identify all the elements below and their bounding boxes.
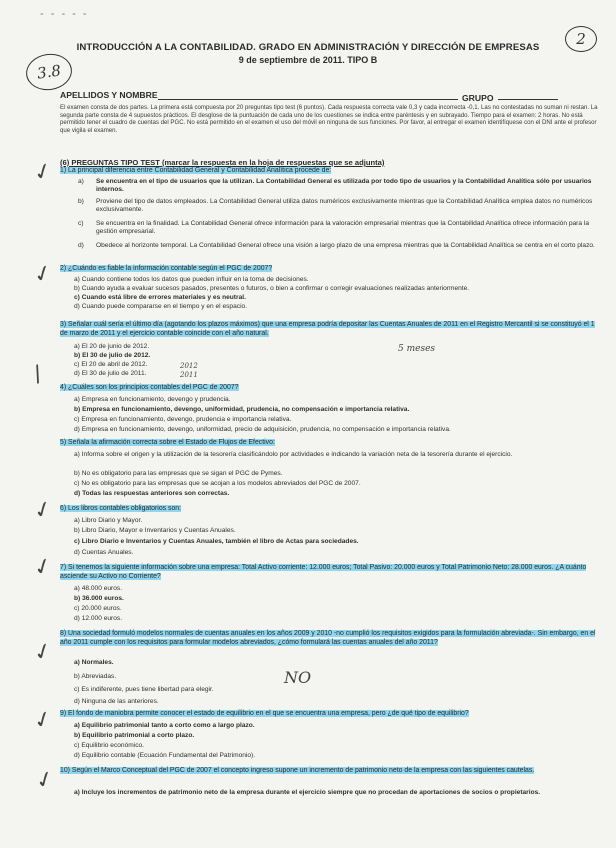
question-5-text: 5) Señala la afirmación correcta sobre el Estado de Flujos de Efectivo: [60, 439, 275, 446]
check-mark-icon: ✓ [30, 157, 57, 188]
question-4-text: 4) ¿Cuáles son los principios contables del PGC de 2007? [60, 384, 239, 391]
q9-option-c: c) Equilibrio económico. [74, 742, 145, 749]
q2-option-c: c) Cuando está libre de errores materiales y es neutral. [74, 294, 246, 301]
exam-instructions: El examen consta de dos partes. La primera está compuesta por 20 preguntas tipo test (6 puntos). Cada respuesta correcta vale 0,3 y cada incorrecta -0,1. Las no contestadas no suman ni restan. La segunda parte consta de 4 supuestos prácticos. El desglose de la puntuación de cada uno de los cuestiones se indica entre paréntesis y en subrayado. Tiempo para el examen: 2 horas. No está permitido tener el cuadro de cuentas del PGC. No está permitido en el examen el uso del móvil en ninguna de sus funciones. Por favor, al entregar el examen identifíquese con el DNI ante el profesor que vigila el examen. [60, 104, 598, 135]
q1-option-d: Obedece al horizonte temporal. La Contabilidad General ofrece una visión a largo plazo de una empresa mientras que la Contabilidad Analítica se centra en el corto plazo. [96, 242, 595, 249]
page-number-circle: 2 [565, 26, 597, 52]
group-label: GRUPO [462, 93, 494, 103]
q8-option-b: b) Abreviadas. [74, 673, 117, 680]
q3-option-c: c) El 20 de abril de 2012. [74, 361, 148, 368]
name-line[interactable] [158, 99, 458, 100]
q3-c-handwritten: 2012 [180, 362, 198, 370]
group-line[interactable] [498, 99, 558, 100]
q3-option-b: b) El 30 de julio de 2012. [74, 352, 151, 359]
name-label: APELLIDOS Y NOMBRE [60, 90, 158, 100]
exam-title: INTRODUCCIÓN A LA CONTABILIDAD. GRADO EN ADMINISTRACIÓN Y DIRECCIÓN DE EMPRESAS [76, 42, 540, 53]
question-10-text: 10) Según el Marco Conceptual del PGC de 2007 el concepto ingreso supone un incremento de patrimonio neto de la empresa con las siguientes cautelas. [60, 767, 535, 774]
q8-handwritten-no: NO [284, 668, 312, 687]
q7-option-d: d) 12.000 euros. [74, 615, 123, 622]
q4-option-a: a) Empresa en funcionamiento, devengo y prudencia. [74, 396, 231, 403]
question-3 [60, 321, 600, 338]
q5-option-c: c) No es obligatorio para las empresas que se acojan a los modelos abreviados del PGC de 2007. [74, 480, 361, 487]
top-mark: - - - - - [40, 8, 89, 20]
q7-option-a: a) 48.000 euros. [74, 585, 123, 592]
q2-option-a: a) Cuando contiene todos los datos que pueden influir en la toma de decisiones. [74, 276, 309, 283]
question-8 [60, 630, 600, 647]
q3-d-handwritten: 2011 [180, 371, 198, 379]
section-heading: (6) PREGUNTAS TIPO TEST (marcar la respuesta en la hoja de respuestas que se adjunta) [60, 158, 385, 167]
q4-option-c: c) Empresa en funcionamiento, devengo, prudencia e importancia relativa. [74, 416, 292, 423]
q1-option-c: Se encuentra en la finalidad. La Contabilidad General ofrece información para la valoración empresarial mientras que la Contabilidad Analítica ofrece información para la gestión empresarial. [96, 220, 589, 236]
q6-option-a: a) Libro Diario y Mayor. [74, 517, 143, 524]
question-9-text: 9) El fondo de maniobra permite conocer el estado de equilibrio en el que se encuentra una empresa, pero ¿de qué tipo de equilibrio? [60, 710, 469, 717]
q5-option-a: a) Informa sobre el origen y la utilización de la tesorería clasificándolo por actividades e indicando la variación neta de la tesorería durante el ejercicio. [74, 451, 513, 458]
handwritten-grade: 3.8 [24, 51, 75, 93]
q5-option-d: d) Todas las respuestas anteriores son correctas. [74, 490, 230, 497]
q10-option-a: a) Incluye los incrementos de patrimonio neto de la empresa durante el ejercicio siempre que no procedan de aportaciones de socios o propietarios. [74, 789, 541, 796]
q9-option-b: b) Equilibrio patrimonial a corto plazo. [74, 732, 195, 739]
check-mark-icon: ✓ [30, 259, 57, 290]
q8-option-c: c) Es indiferente, pues tiene libertad para elegir. [74, 686, 214, 693]
q2-option-b: b) Cuando ayuda a evaluar sucesos pasados, presentes o futuros, o bien a confirmar o corregir evaluaciones realizadas anteriormente. [74, 285, 470, 292]
q6-option-b: b) Libro Diario, Mayor e Inventarios y Cuentas Anuales. [74, 527, 236, 534]
check-mark-icon: ✓ [30, 637, 57, 668]
q1-option-b: Proviene del tipo de datos empleados. La Contabilidad General utiliza datos numéricos exclusivamente mientras que la Contabilidad Analítica emplea datos no numéricos exclusivamente. [96, 198, 593, 214]
check-mark-icon: ✓ [30, 552, 57, 583]
q8-option-a: a) Normales. [74, 659, 114, 666]
check-mark-icon: ✓ [32, 765, 59, 796]
question-6 [60, 505, 600, 514]
question-6-text: 6) Los libros contables obligatorios son: [60, 505, 182, 512]
q1-option-b-label: b) [78, 198, 84, 205]
q8-option-d: d) Ninguna de las anteriores. [74, 698, 159, 705]
question-7 [60, 564, 600, 581]
question-3-text: 3) Señalar cuál sería el último día (agotando los plazos máximos) que una empresa podría depositar las Cuentas Anuales de 2011 en el Registro Mercantil si se constituyó el 1 de marzo de 2011 y el ejercicio contable coincide con el año natural. [60, 321, 595, 337]
q1-option-a-label: a) [78, 178, 84, 185]
q3-option-a: a) El 20 de junio de 2012. [74, 343, 150, 350]
q7-option-b: b) 36.000 euros. [74, 595, 124, 602]
q4-option-b: b) Empresa en funcionamiento, devengo, uniformidad, prudencia, no compensación e importancia relativa. [74, 406, 410, 413]
q6-option-d: d) Cuentas Anuales. [74, 549, 134, 556]
question-10 [60, 767, 600, 776]
check-mark-icon: ✓ [30, 495, 57, 526]
question-2 [60, 265, 600, 274]
question-5 [60, 439, 600, 448]
q9-option-d: d) Equilibrio contable (Ecuación Fundamental del Patrimonio). [74, 752, 256, 759]
q6-option-c: c) Libro Diario e Inventarios y Cuentas Anuales, también el libro de Actas para sociedades. [74, 538, 359, 545]
check-mark-icon: / [29, 361, 46, 388]
check-mark-icon: ✓ [30, 705, 57, 736]
q2-option-d: d) Cuando puede compararse en el tiempo y en el espacio. [74, 303, 248, 310]
question-4 [60, 384, 600, 393]
q3-handwritten-note: 5 meses [398, 344, 436, 354]
q5-option-b: b) No es obligatorio para las empresas que se sigan el PGC de Pymes. [74, 470, 283, 477]
question-2-text: 2) ¿Cuándo es fiable la información contable según el PGC de 2007? [60, 265, 273, 272]
exam-subtitle: 9 de septiembre de 2011. TIPO B [238, 55, 378, 65]
q4-option-d: d) Empresa en funcionamiento, devengo, uniformidad, precio de adquisición, prudencia, no compensación e importancia relativa. [74, 426, 451, 433]
q1-option-c-label: c) [78, 220, 84, 227]
question-9 [60, 710, 600, 719]
q1-option-a: Se encuentra en el tipo de usuarios que la utilizan. La Contabilidad General es utilizada por todo tipo de usuarios y la Contabilidad Analítica sólo por usuarios internos. [96, 178, 592, 194]
q7-option-c: c) 20.000 euros. [74, 605, 122, 612]
q3-option-d: d) El 30 de julio de 2011. [74, 370, 147, 377]
q9-option-a: a) Equilibrio patrimonial tanto a corto como a largo plazo. [74, 722, 255, 729]
question-1-text: 1) La principal diferencia entre Contabilidad General y Contabilidad Analítica procede de: [60, 167, 332, 174]
question-8-text: 8) Una sociedad formuló modelos normales de cuentas anuales en los años 2009 y 2010 -no cumplió los requisitos exigidos para la formulación abreviada-. Sin embargo, en el año 2011 cumple con los requisitos para formular modelos abreviados, ¿cómo formulará las cuentas anuales del año 2011? [60, 630, 596, 646]
question-1 [60, 167, 600, 176]
question-7-text: 7) Si tenemos la siguiente información sobre una empresa: Total Activo corriente: 12.000 euros; Total Pasivo: 20.000 euros y Total Patrimonio Neto: 28.000 euros. ¿A cuánto asciende su Activo no Corriente? [60, 564, 587, 580]
q1-option-d-label: d) [78, 242, 84, 249]
